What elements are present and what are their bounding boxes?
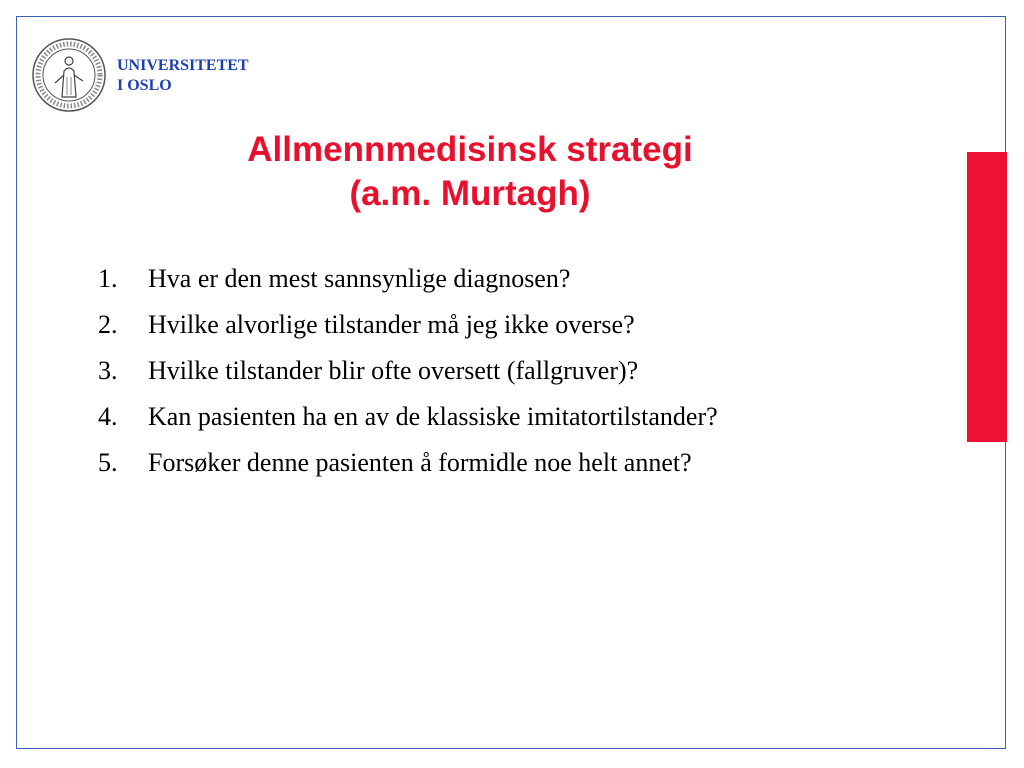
list-item-text: Hvilke tilstander blir ofte oversett (fallgruver)? (148, 356, 639, 385)
university-seal-icon (31, 37, 107, 113)
list-item-number: 4. (98, 402, 118, 431)
slide-title-line2: (a.m. Murtagh) (349, 174, 591, 213)
list-item (98, 308, 818, 341)
list-item (98, 262, 818, 295)
slide-title (0, 128, 940, 216)
side-accent-bar (967, 152, 1007, 442)
university-name-line2: I OSLO (117, 77, 172, 94)
list-item (98, 400, 818, 433)
list-item-number: 2. (98, 310, 118, 339)
slide-title-line1: Allmennmedisinsk strategi (247, 130, 693, 169)
list-item-number: 5. (98, 448, 118, 477)
list-item-number: 1. (98, 264, 118, 293)
list-item-text: Kan pasienten ha en av de klassiske imitatortilstander? (148, 402, 718, 431)
university-name-line1: UNIVERSITETET (117, 57, 249, 74)
university-name (117, 56, 249, 96)
list-item (98, 446, 818, 479)
list-item-text: Hva er den mest sannsynlige diagnosen? (148, 264, 571, 293)
list-item-number: 3. (98, 356, 118, 385)
list-item-text: Forsøker denne pasienten å formidle noe helt annet? (148, 448, 692, 477)
list-item-text: Hvilke alvorlige tilstander må jeg ikke overse? (148, 310, 635, 339)
list-item (98, 354, 818, 387)
numbered-list (98, 262, 818, 492)
